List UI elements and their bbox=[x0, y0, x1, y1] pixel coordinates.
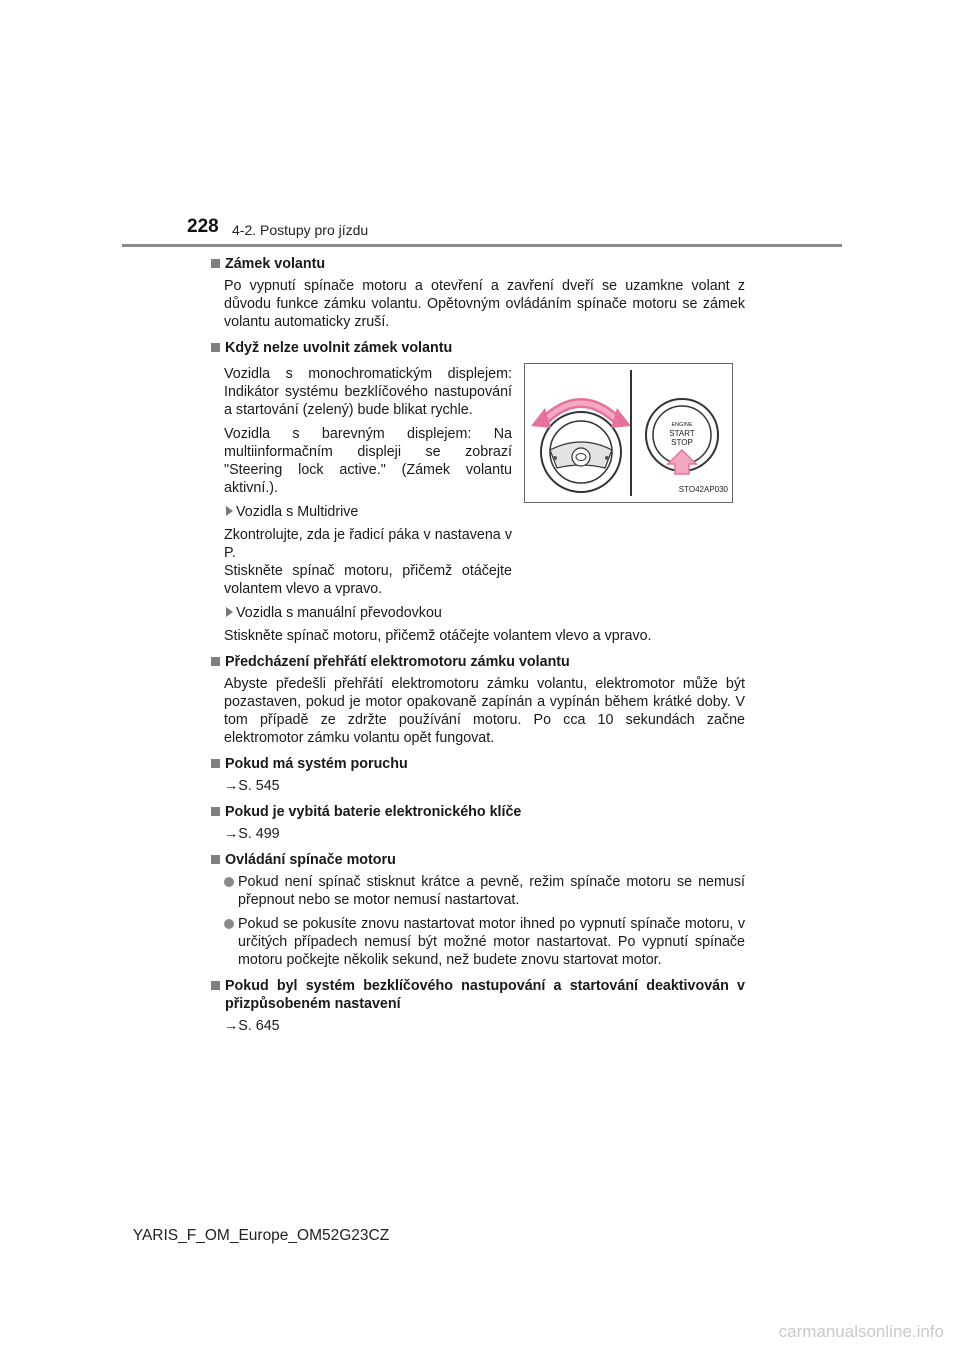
button-label-stop: STOP bbox=[671, 438, 693, 447]
section-text: Abyste předešli přehřátí elektromotoru zámku volantu, elektromotor může být pozastaven, pokud je motor opakovaně zapínán a vypínán během krátké doby. V tom případě ze zdržte používání motoru. Po cca 10 sekundách začne elektromotor zámku volantu opět fungovat. bbox=[224, 676, 745, 746]
sub-heading-multidrive: Vozidla s Multidrive bbox=[224, 503, 512, 521]
square-bullet-icon bbox=[211, 981, 220, 990]
page-number: 228 bbox=[187, 216, 219, 237]
list-item: Pokud není spínač stisknut krátce a pevně, režim spínače motoru se nemusí přepnout nebo se motor nemusí nastartovat. bbox=[224, 873, 745, 909]
section-switch-operation bbox=[210, 851, 745, 969]
section-key-battery bbox=[210, 803, 745, 843]
header-rule bbox=[122, 244, 842, 247]
square-bullet-icon bbox=[211, 343, 220, 352]
paragraph-mono-display: Vozidla s monochromatickým displejem: Indikátor systému bezklíčového nastupování a startování (zelený) bude blikat rychle. bbox=[224, 366, 512, 418]
section-heading: Když nelze uvolnit zámek volantu bbox=[225, 340, 453, 356]
section-overheating bbox=[210, 653, 745, 747]
button-label-start: START bbox=[669, 429, 695, 438]
page-reference-link[interactable]: →S. 645 bbox=[224, 1018, 280, 1034]
section-text: Po vypnutí spínače motoru a otevření a zavření dveří se uzamkne volant z důvodu funkce zámku volantu. Opětovným ovládáním spínače motoru se zámek volantu automaticky zruší. bbox=[224, 278, 745, 330]
triangle-bullet-icon bbox=[226, 607, 233, 617]
square-bullet-icon bbox=[211, 259, 220, 268]
circle-bullet-icon bbox=[224, 919, 234, 929]
list-item: Pokud se pokusíte znovu nastartovat motor ihned po vypnutí spínače motoru, v určitých případech nemusí být možné motor nastartovat. Po vypnutí spínače motoru počkejte několik sekund, než budete znovu startovat motor. bbox=[224, 915, 745, 969]
section-malfunction bbox=[210, 755, 745, 795]
section-deactivated bbox=[210, 977, 745, 1035]
section-heading: Pokud má systém poruchu bbox=[225, 756, 408, 772]
square-bullet-icon bbox=[211, 759, 220, 768]
section-steering-lock bbox=[210, 255, 745, 331]
paragraph-press-switch: Stiskněte spínač motoru, přičemž otáčejte volantem vlevo a vpravo. bbox=[224, 563, 512, 597]
section-title: 4-2. Postupy pro jízdu bbox=[232, 222, 369, 238]
sub-heading-manual: Vozidla s manuální převodovkou bbox=[224, 604, 745, 622]
page-content bbox=[210, 255, 745, 1043]
section-heading: Pokud byl systém bezklíčového nastupování a startování deaktivován v přizpůsobeném nastavení bbox=[225, 978, 745, 1012]
square-bullet-icon bbox=[211, 657, 220, 666]
figure-id: STO42AP030 bbox=[678, 485, 728, 494]
section-heading: Pokud je vybitá baterie elektronického klíče bbox=[225, 804, 522, 820]
square-bullet-icon bbox=[211, 807, 220, 816]
paragraph-manual-press: Stiskněte spínač motoru, přičemž otáčejte volantem vlevo a vpravo. bbox=[224, 628, 652, 644]
paragraph-check-lever: Zkontrolujte, zda je řadicí páka v nastavena v P. bbox=[224, 527, 512, 561]
steering-lock-illustration bbox=[524, 363, 733, 503]
section-cannot-release bbox=[210, 339, 745, 645]
page-reference-link[interactable]: →S. 499 bbox=[224, 826, 280, 842]
section-heading: Ovládání spínače motoru bbox=[225, 852, 396, 868]
section-heading: Předcházení přehřátí elektromotoru zámku volantu bbox=[225, 654, 570, 670]
square-bullet-icon bbox=[211, 855, 220, 864]
paragraph-color-display: Vozidla s barevným displejem: Na multiinformačním displeji se zobrazí "Steering lock active." (Zámek volantu aktivní.). bbox=[224, 426, 512, 496]
watermark: carmanualsonline.info bbox=[778, 1322, 944, 1341]
page-reference-link[interactable]: →S. 545 bbox=[224, 778, 280, 794]
circle-bullet-icon bbox=[224, 877, 234, 887]
button-label-engine: ENGINE bbox=[671, 422, 693, 428]
triangle-bullet-icon bbox=[226, 506, 233, 516]
section-heading: Zámek volantu bbox=[225, 256, 326, 272]
footer-doc-id: YARIS_F_OM_Europe_OM52G23CZ bbox=[132, 1227, 390, 1244]
